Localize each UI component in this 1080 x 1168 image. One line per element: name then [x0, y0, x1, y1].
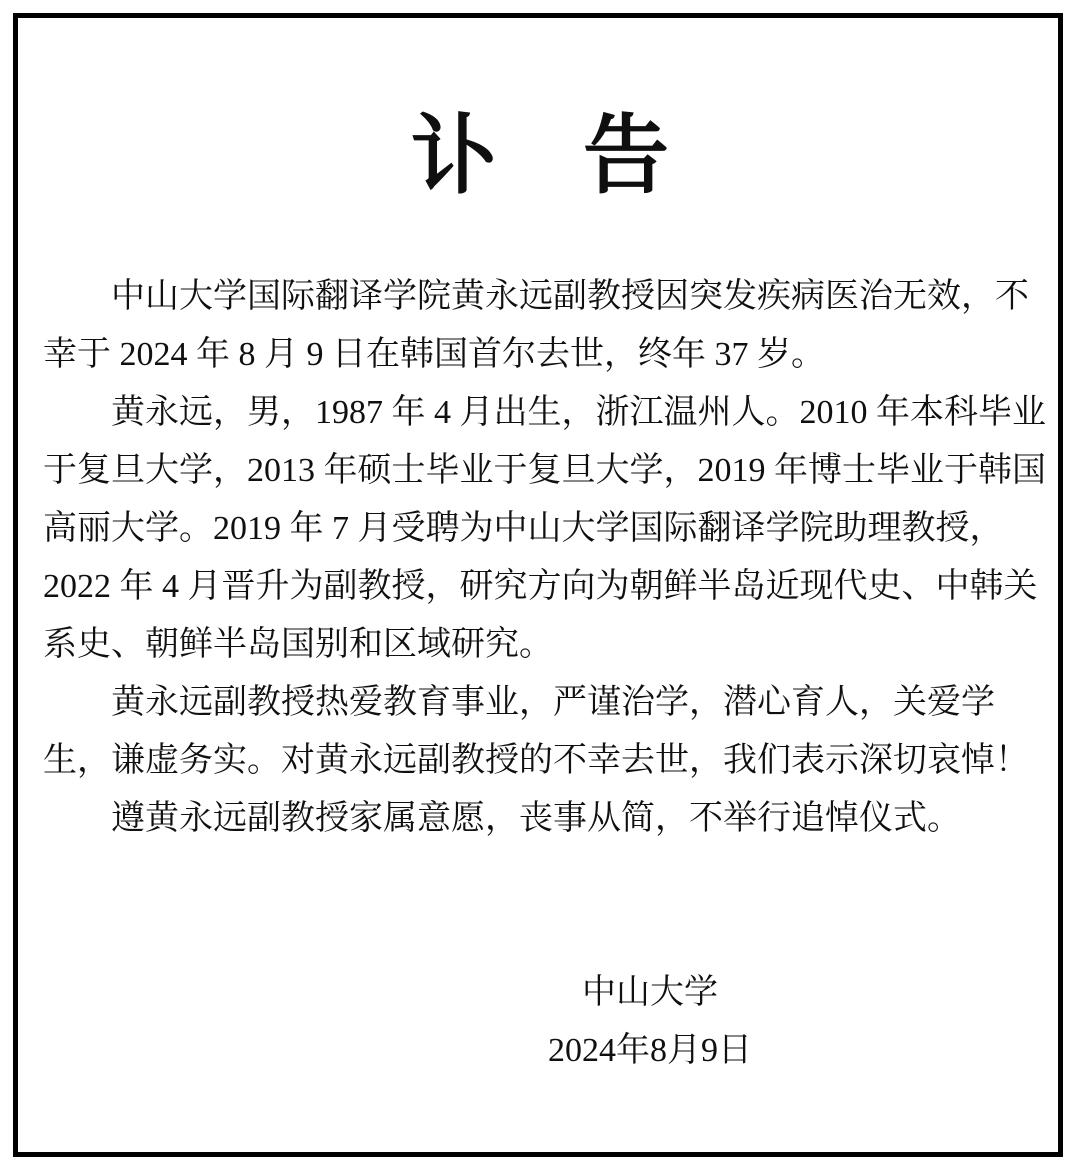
body-line: 高丽大学。2019 年 7 月受聘为中山大学国际翻译学院助理教授， [43, 510, 1004, 547]
body-line: 黄永远副教授热爱教育事业，严谨治学，潜心育人，关爱学 [111, 684, 995, 721]
body-line: 系史、朝鲜半岛国别和区域研究。 [43, 626, 553, 663]
body-line: 中山大学国际翻译学院黄永远副教授因突发疾病医治无效，不 [111, 278, 1029, 315]
body-line: 于复旦大学，2013 年硕士毕业于复旦大学，2019 年博士毕业于韩国 [43, 452, 1046, 489]
signature-block [43, 964, 1037, 1080]
body-line: 生，谦虚务实。对黄永远副教授的不幸去世，我们表示深切哀悼！ [43, 742, 1029, 779]
signature-organization: 中山大学 [582, 974, 718, 1011]
signature-date: 2024年8月9日 [548, 1032, 752, 1069]
document-body [43, 268, 1046, 1080]
body-line: 幸于 2024 年 8 月 9 日在韩国首尔去世，终年 37 岁。 [43, 336, 825, 373]
page-title: 讣 告 [411, 108, 669, 204]
body-line: 遵黄永远副教授家属意愿，丧事从简，不举行追悼仪式。 [111, 800, 961, 837]
body-line: 2022 年 4 月晋升为副教授，研究方向为朝鲜半岛近现代史、中韩关 [43, 568, 1038, 605]
body-line: 黄永远，男，1987 年 4 月出生，浙江温州人。2010 年本科毕业 [111, 394, 1046, 431]
